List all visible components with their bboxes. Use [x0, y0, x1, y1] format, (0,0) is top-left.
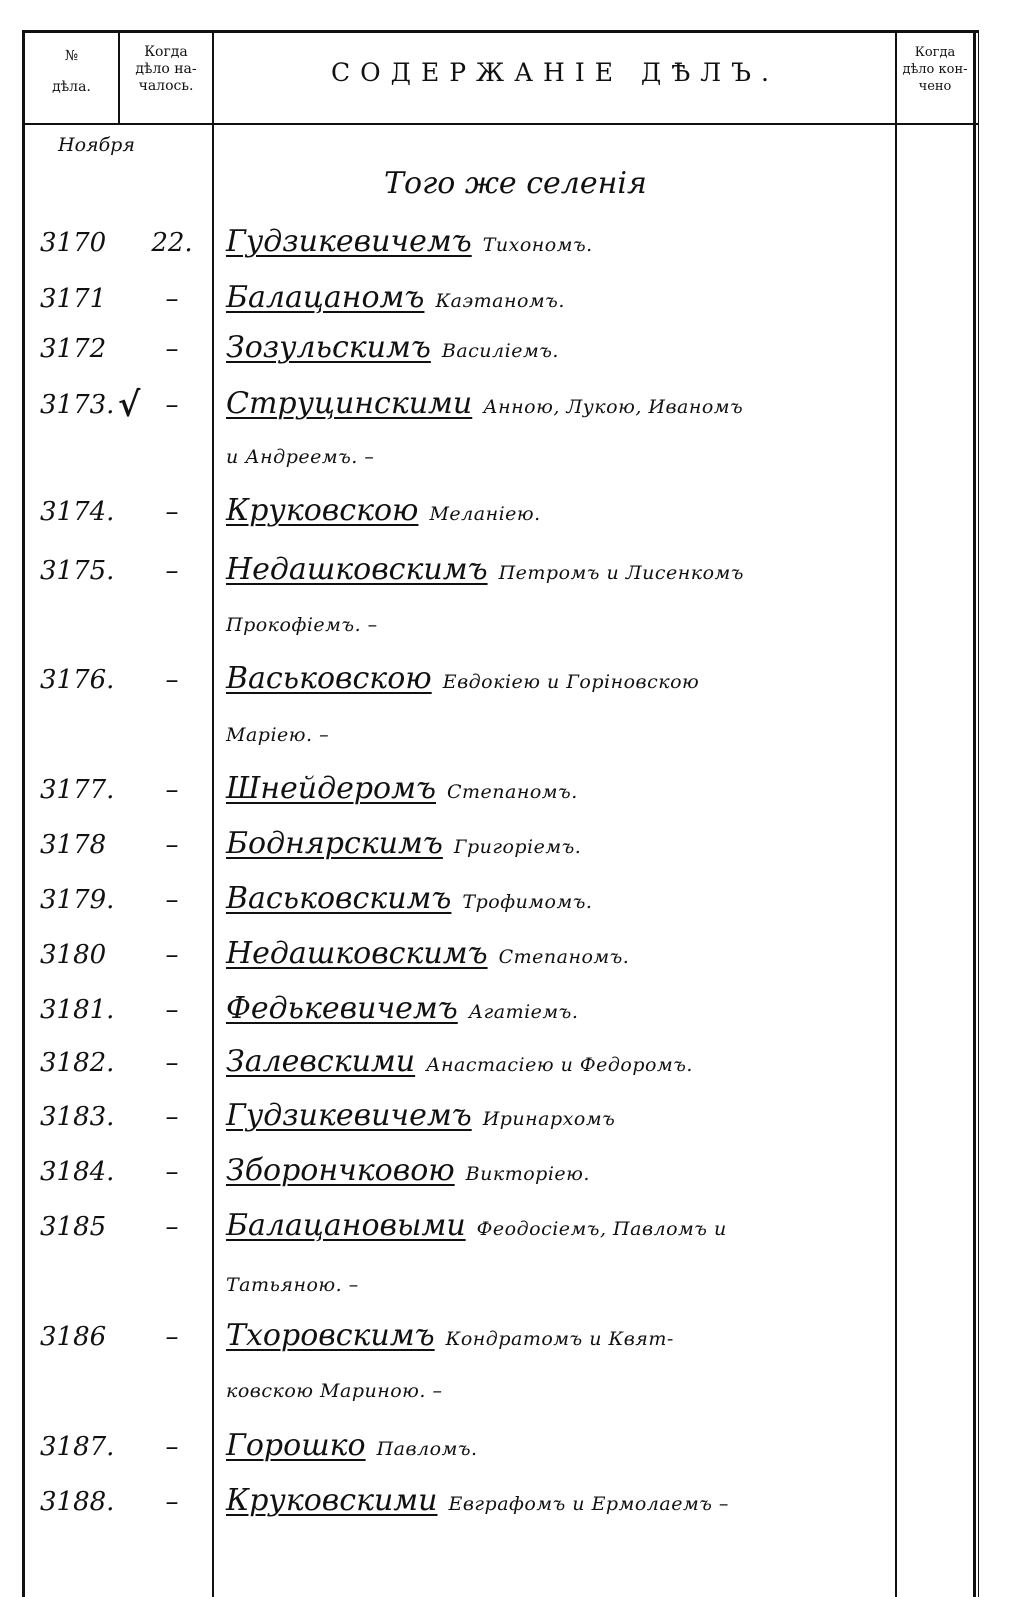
case-number: 3182. [40, 1048, 115, 1078]
case-entry [226, 552, 744, 587]
given-names: Агатіемъ. [468, 1001, 579, 1023]
start-date: – [165, 284, 179, 314]
case-number: 3188. [40, 1487, 115, 1517]
surname: Горошко [226, 1428, 366, 1463]
surname: Струцинскими [226, 386, 473, 421]
case-entry-continuation [226, 1274, 359, 1296]
case-entry [226, 1428, 478, 1463]
given-names: Степаномъ. [446, 781, 578, 803]
case-entry [226, 493, 541, 528]
start-date: – [165, 497, 179, 527]
case-number: 3171 [40, 284, 107, 314]
given-names: и Андреемъ. – [226, 446, 375, 468]
surname: Зборончковою [226, 1153, 455, 1188]
case-entry-continuation [226, 724, 329, 746]
header-num-cell [25, 48, 118, 96]
start-date: – [165, 775, 179, 805]
given-names: Петромъ и Лисенкомъ [498, 562, 744, 584]
case-number: 3178 [40, 830, 107, 860]
start-date: – [165, 1487, 179, 1517]
start-date: – [165, 995, 179, 1025]
given-names: Тихономъ. [482, 234, 593, 256]
case-entry [226, 661, 699, 696]
header-end-cell [897, 44, 973, 95]
header-end-line1: Когда [914, 45, 956, 60]
case-entry [226, 991, 578, 1026]
given-names: Маріею. – [226, 724, 330, 746]
case-number: 3177. [40, 775, 115, 805]
case-number: 3174. [40, 497, 115, 527]
header-bottom-border [22, 123, 979, 125]
case-number: 3185 [40, 1212, 107, 1242]
case-entry [226, 826, 581, 861]
right-border [973, 30, 976, 1597]
case-number: 3181. [40, 995, 115, 1025]
check-mark: √ [118, 385, 141, 425]
case-entry [226, 771, 578, 806]
case-entry [226, 1098, 615, 1133]
header-start-line1: Когда [144, 44, 188, 60]
surname: Шнейдеромъ [226, 771, 436, 806]
start-date: – [165, 1432, 179, 1462]
surname: Балацаномъ [226, 280, 425, 315]
given-names: Павломъ. [376, 1438, 478, 1460]
header-end-line3: чено [918, 79, 952, 94]
case-entry-continuation [226, 614, 378, 636]
case-number: 3170 [40, 228, 107, 258]
left-border [22, 30, 25, 1597]
given-names: Степаномъ. [498, 946, 630, 968]
case-entry [226, 1208, 727, 1243]
start-date: – [165, 1212, 179, 1242]
case-number: 3187. [40, 1432, 115, 1462]
start-date: – [165, 1157, 179, 1187]
surname: Недашковскимъ [226, 552, 488, 587]
header-num-line1: № [64, 48, 79, 64]
given-names: Прокофіемъ. – [226, 614, 378, 636]
given-names: Викторіею. [465, 1163, 590, 1185]
start-date: – [165, 1102, 179, 1132]
surname: Тхоровскимъ [226, 1318, 435, 1353]
village-heading: Того же селенія [384, 166, 647, 201]
surname: Балацановыми [226, 1208, 466, 1243]
surname: Круковскими [226, 1483, 438, 1518]
start-date: – [165, 940, 179, 970]
right-border-outer [978, 30, 979, 1597]
surname: Зозульскимъ [226, 330, 431, 365]
surname: Гудзикевичемъ [226, 224, 472, 259]
case-number: 3173. [40, 390, 115, 420]
given-names: Василіемъ. [441, 340, 559, 362]
given-names: Евдокіею и Горіновскою [442, 671, 700, 693]
surname: Васьковскимъ [226, 881, 452, 916]
surname: Недашковскимъ [226, 936, 488, 971]
start-date: 22. [151, 228, 193, 258]
case-entry [226, 330, 559, 365]
given-names: Евграфомъ и Ермолаемъ – [448, 1493, 729, 1515]
surname: Залевскими [226, 1044, 416, 1079]
given-names: Феодосіемъ, Павломъ и [476, 1218, 727, 1240]
case-entry [226, 936, 629, 971]
start-date: – [165, 334, 179, 364]
surname: Федькевичемъ [226, 991, 458, 1026]
given-names: ковскою Мариною. – [226, 1380, 443, 1402]
case-number: 3183. [40, 1102, 115, 1132]
given-names: Трофимомъ. [462, 891, 593, 913]
surname: Васьковскою [226, 661, 432, 696]
given-names: Григоріемъ. [453, 836, 582, 858]
given-names: Татьяною. – [226, 1274, 359, 1296]
given-names: Анастасіею и Федоромъ. [426, 1054, 693, 1076]
header-end-line2: дѣло кон- [902, 62, 968, 77]
case-number: 3186 [40, 1322, 107, 1352]
col-divider-3 [895, 30, 897, 1597]
case-entry [226, 280, 565, 315]
case-entry [226, 1044, 693, 1079]
header-num-line2: дѣла. [52, 79, 91, 95]
start-date: – [165, 556, 179, 586]
start-date: – [165, 885, 179, 915]
col-divider-2 [212, 30, 214, 1597]
case-number: 3184. [40, 1157, 115, 1187]
start-date: – [165, 390, 179, 420]
top-border [22, 30, 979, 33]
case-entry [226, 1318, 674, 1353]
case-entry [226, 881, 592, 916]
surname: Круковскою [226, 493, 419, 528]
case-entry [226, 1483, 729, 1518]
header-content-title: СОДЕРЖАНІЕ ДѢЛЪ. [331, 58, 779, 87]
start-date: – [165, 1048, 179, 1078]
start-date: – [165, 830, 179, 860]
header-start-line3: чалось. [138, 78, 194, 94]
given-names: Меланіею. [429, 503, 541, 525]
header-start-cell [120, 44, 212, 95]
given-names: Иринархомъ [482, 1108, 616, 1130]
case-number: 3180 [40, 940, 107, 970]
given-names: Каэтаномъ. [435, 290, 565, 312]
case-entry [226, 386, 743, 421]
case-entry-continuation [226, 1380, 442, 1402]
surname: Боднярскимъ [226, 826, 443, 861]
case-entry [226, 224, 593, 259]
surname: Гудзикевичемъ [226, 1098, 472, 1133]
header-start-line2: дѣло на- [135, 61, 197, 77]
given-names: Анною, Лукою, Иваномъ [483, 396, 744, 418]
start-date: – [165, 665, 179, 695]
start-date: – [165, 1322, 179, 1352]
case-number: 3176. [40, 665, 115, 695]
case-entry-continuation [226, 446, 374, 468]
case-entry [226, 1153, 590, 1188]
case-number: 3172 [40, 334, 107, 364]
case-number: 3179. [40, 885, 115, 915]
case-number: 3175. [40, 556, 115, 586]
given-names: Кондратомъ и Квят- [445, 1328, 674, 1350]
month-label: Ноября [58, 134, 135, 156]
